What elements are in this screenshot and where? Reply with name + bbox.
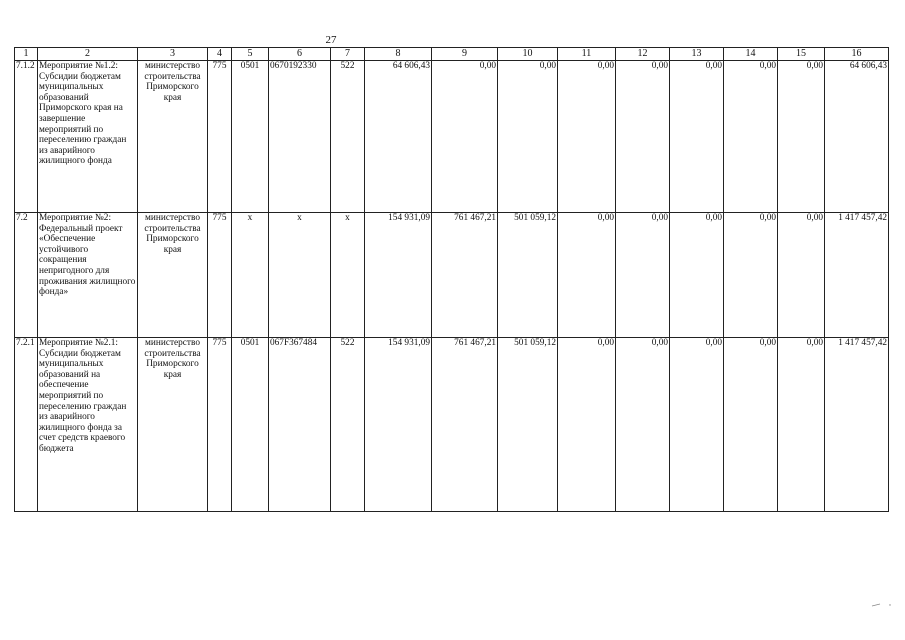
column-header-10: 10 (498, 48, 558, 61)
amount-cell-11: 0,00 (558, 213, 616, 338)
section-code-cell: х (232, 213, 269, 338)
row-number-cell: 7.2 (15, 213, 38, 338)
column-header-11: 11 (558, 48, 616, 61)
table-row (15, 213, 889, 338)
expense-type-cell: 522 (331, 61, 365, 213)
column-header-12: 12 (616, 48, 670, 61)
column-header-6: 6 (269, 48, 331, 61)
column-header-2: 2 (38, 48, 138, 61)
amount-cell-10: 501 059,12 (498, 338, 558, 512)
column-header-9: 9 (432, 48, 498, 61)
amount-cell-12: 0,00 (616, 61, 670, 213)
amount-cell-11: 0,00 (558, 338, 616, 512)
column-header-15: 15 (778, 48, 825, 61)
total-amount-cell: 1 417 457,42 (825, 338, 889, 512)
expense-type-cell: 522 (331, 338, 365, 512)
amount-cell-8: 154 931,09 (365, 338, 432, 512)
amount-cell-14: 0,00 (724, 213, 778, 338)
column-header-14: 14 (724, 48, 778, 61)
measure-name-cell: Мероприятие №1.2: Субсидии бюджетам муниципальных образований Приморского края на завершение мероприятий по переселению граждан из аварийного жилищного фонда (38, 61, 138, 213)
row-number-cell: 7.1.2 (15, 61, 38, 213)
column-header-3: 3 (138, 48, 208, 61)
budget-table (14, 47, 889, 512)
amount-cell-8: 154 931,09 (365, 213, 432, 338)
total-amount-cell: 64 606,43 (825, 61, 889, 213)
measure-name-cell: Мероприятие №2: Федеральный проект «Обеспечение устойчивого сокращения непригодного для проживания жилищного фонда» (38, 213, 138, 338)
amount-cell-15: 0,00 (778, 61, 825, 213)
amount-cell-13: 0,00 (670, 338, 724, 512)
page-number: 27 (325, 34, 337, 46)
amount-cell-15: 0,00 (778, 213, 825, 338)
amount-cell-13: 0,00 (670, 213, 724, 338)
target-article-cell: х (269, 213, 331, 338)
amount-cell-14: 0,00 (724, 61, 778, 213)
responsible-org-cell: министерство строительства Приморского края (138, 213, 208, 338)
column-header-4: 4 (208, 48, 232, 61)
section-code-cell: 0501 (232, 61, 269, 213)
total-amount-cell: 1 417 457,42 (825, 213, 889, 338)
measure-name-cell: Мероприятие №2.1: Субсидии бюджетам муниципальных образований на обеспечение мероприятий по переселению граждан из аварийного жилищного фонда за счет средств краевого бюджета (38, 338, 138, 512)
scan-speck-mark (868, 598, 898, 612)
grbs-code-cell: 775 (208, 61, 232, 213)
table-row (15, 338, 889, 512)
table-header-row (15, 48, 889, 61)
amount-cell-12: 0,00 (616, 213, 670, 338)
amount-cell-13: 0,00 (670, 61, 724, 213)
amount-cell-8: 64 606,43 (365, 61, 432, 213)
row-number-cell: 7.2.1 (15, 338, 38, 512)
amount-cell-14: 0,00 (724, 338, 778, 512)
amount-cell-11: 0,00 (558, 61, 616, 213)
expense-type-cell: х (331, 213, 365, 338)
responsible-org-cell: министерство строительства Приморского края (138, 338, 208, 512)
section-code-cell: 0501 (232, 338, 269, 512)
amount-cell-9: 0,00 (432, 61, 498, 213)
amount-cell-9: 761 467,21 (432, 213, 498, 338)
column-header-7: 7 (331, 48, 365, 61)
responsible-org-cell: министерство строительства Приморского края (138, 61, 208, 213)
amount-cell-15: 0,00 (778, 338, 825, 512)
target-article-cell: 0670192330 (269, 61, 331, 213)
target-article-cell: 067F367484 (269, 338, 331, 512)
column-header-16: 16 (825, 48, 889, 61)
table-row (15, 61, 889, 213)
column-header-1: 1 (15, 48, 38, 61)
amount-cell-12: 0,00 (616, 338, 670, 512)
amount-cell-10: 0,00 (498, 61, 558, 213)
amount-cell-10: 501 059,12 (498, 213, 558, 338)
grbs-code-cell: 775 (208, 213, 232, 338)
amount-cell-9: 761 467,21 (432, 338, 498, 512)
column-header-5: 5 (232, 48, 269, 61)
column-header-13: 13 (670, 48, 724, 61)
grbs-code-cell: 775 (208, 338, 232, 512)
column-header-8: 8 (365, 48, 432, 61)
